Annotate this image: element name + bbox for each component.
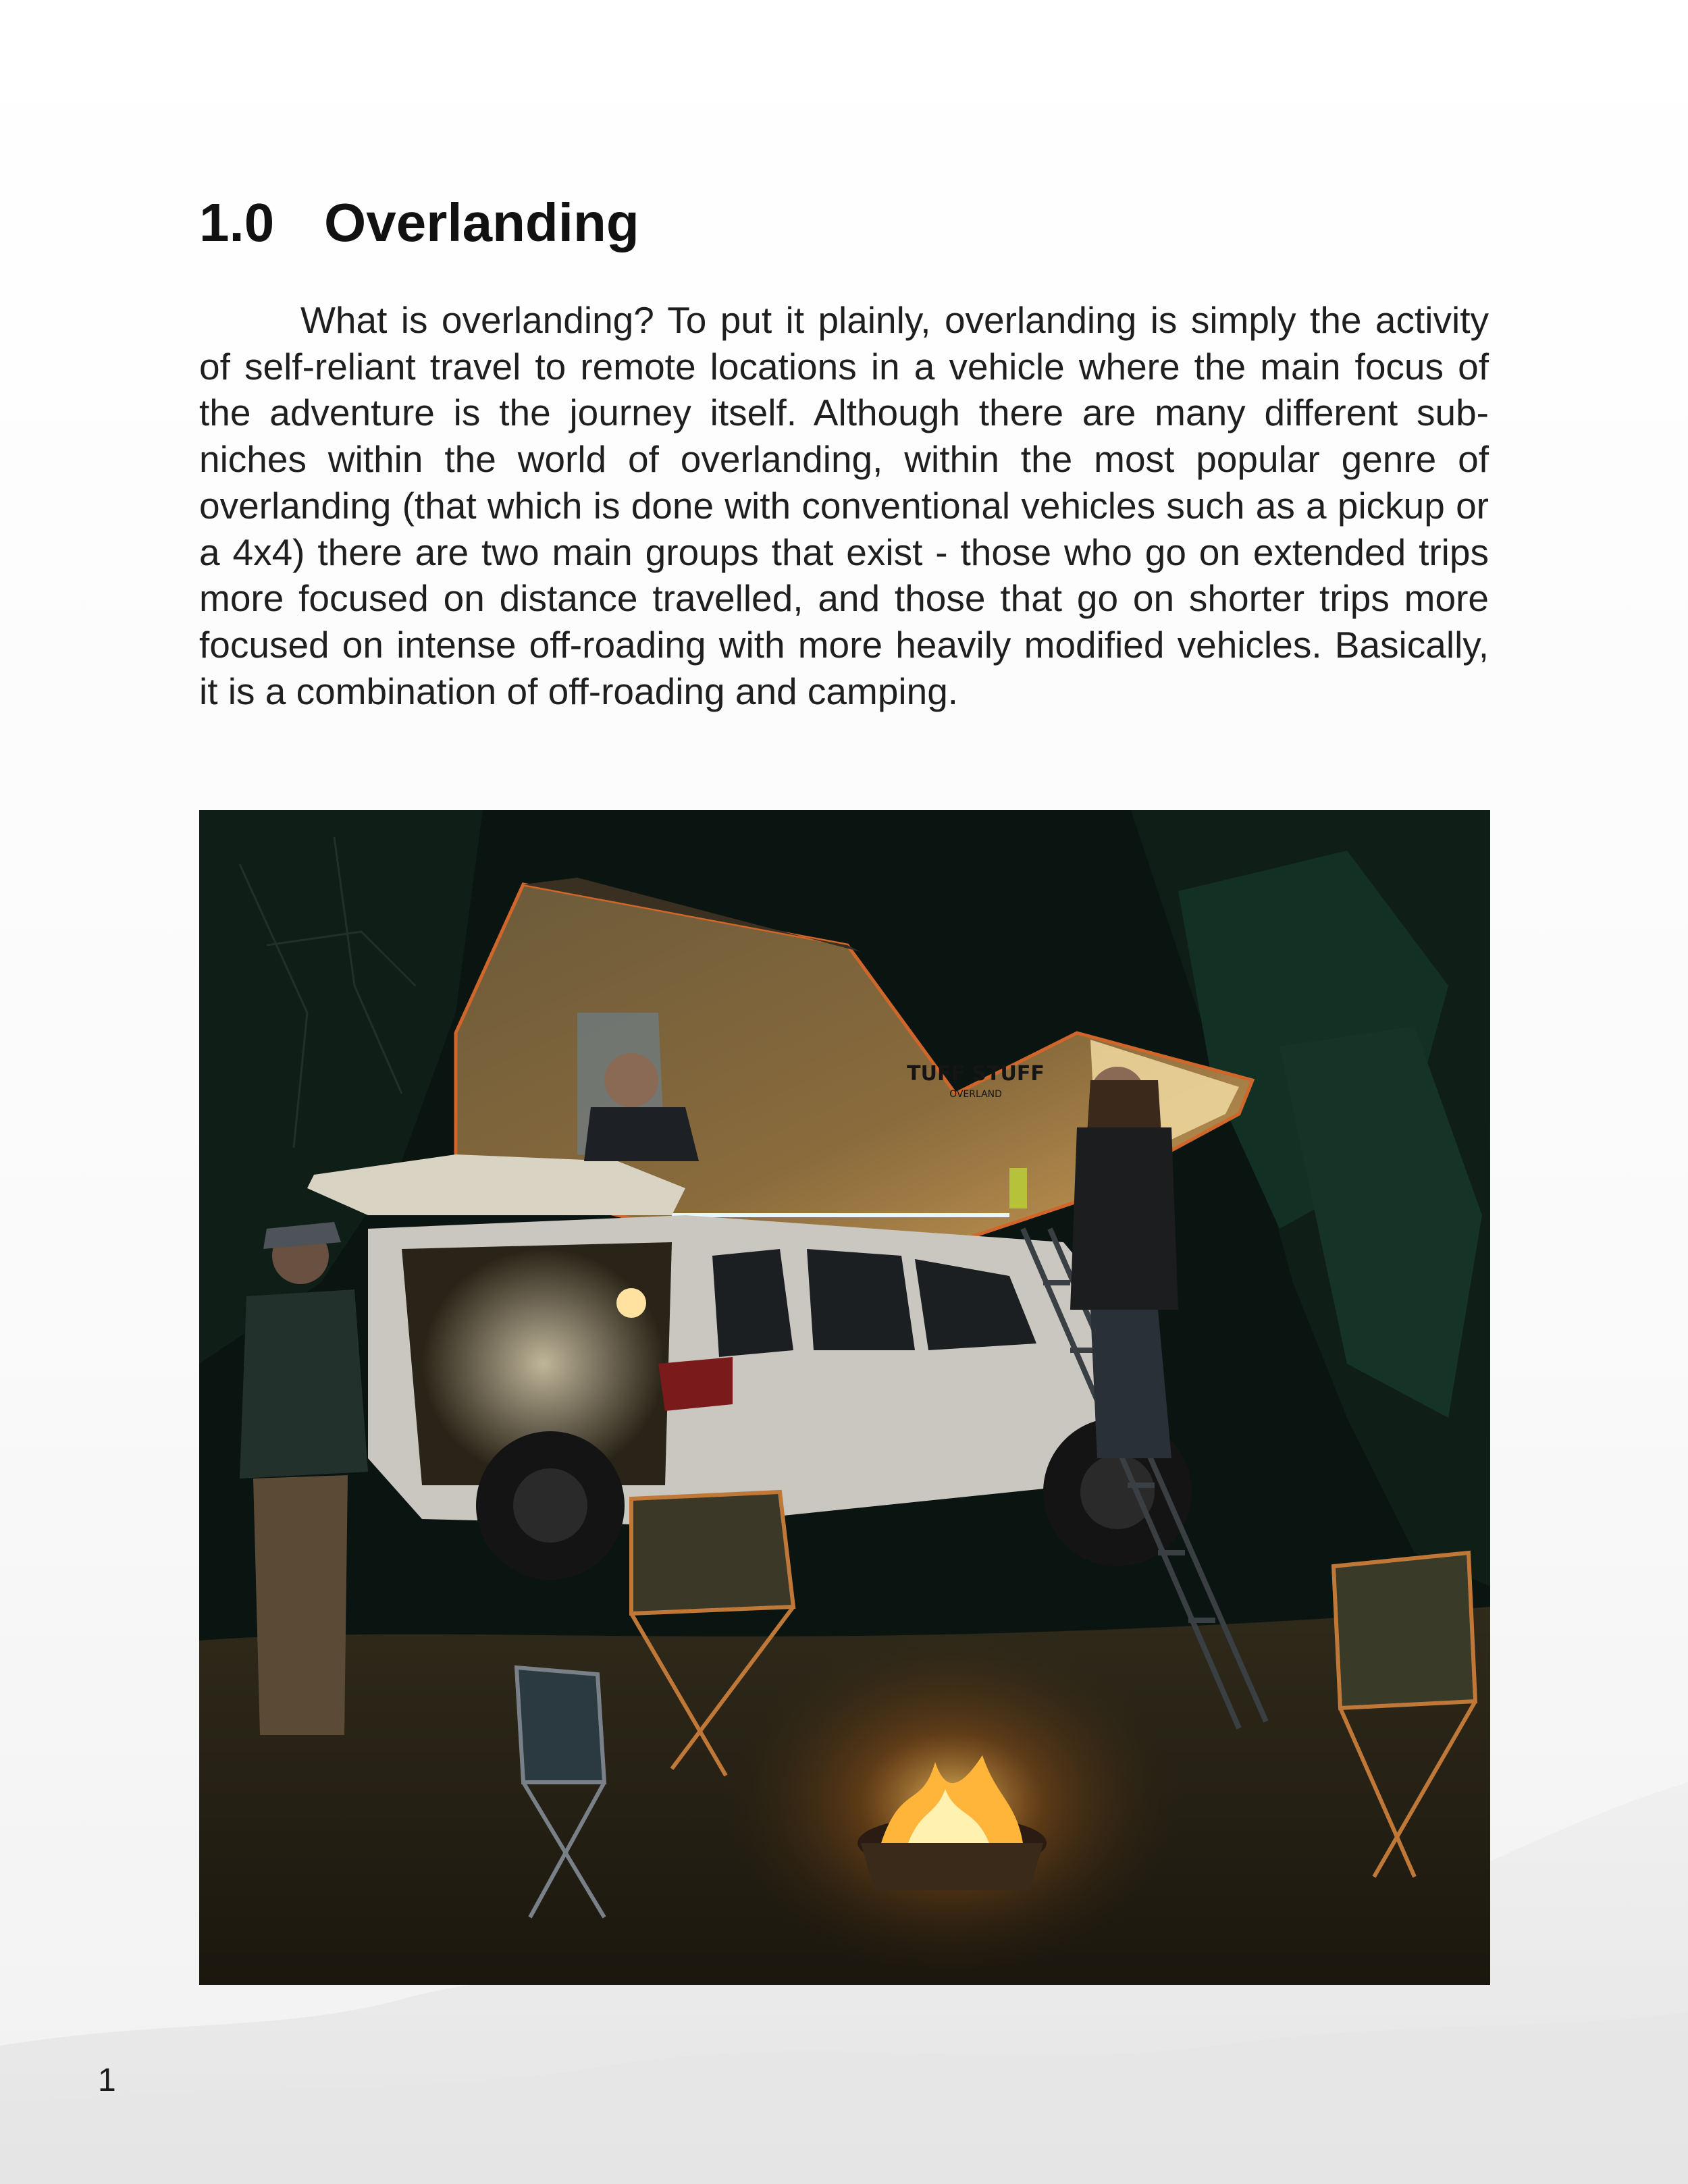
body-paragraph: What is overlanding? To put it plainly, overlanding is simply the activity of self-reliant travel to remote locations in a vehicle where the main focus of the adventure is the journey itself. Although there are many different sub-niches within the world of overlanding, within the most popular genre of overlanding (that which is done with conventional vehicles such as a pickup or a 4x4) there are two main groups that exist - those who go on extended trips more focused on distance travelled, and those that go on shorter trips more focused on intense off-roading with more heavily modified vehicles. Basically, it is a combination of off-roading and camping. — [199, 299, 1489, 712]
section-number: 1.0 — [199, 192, 275, 252]
tent-logo-text: TUFF STUFF — [907, 1062, 1045, 1086]
drink-can — [1009, 1168, 1027, 1208]
page-number: 1 — [98, 2062, 116, 2098]
section-title: Overlanding — [324, 192, 639, 252]
section-heading — [199, 189, 639, 257]
lantern — [616, 1288, 646, 1318]
tail-light — [658, 1357, 733, 1411]
fire-pit — [722, 1627, 1182, 1978]
tent-logo-subtext: OVERLAND — [949, 1089, 1002, 1100]
camping-photo — [199, 810, 1490, 1985]
